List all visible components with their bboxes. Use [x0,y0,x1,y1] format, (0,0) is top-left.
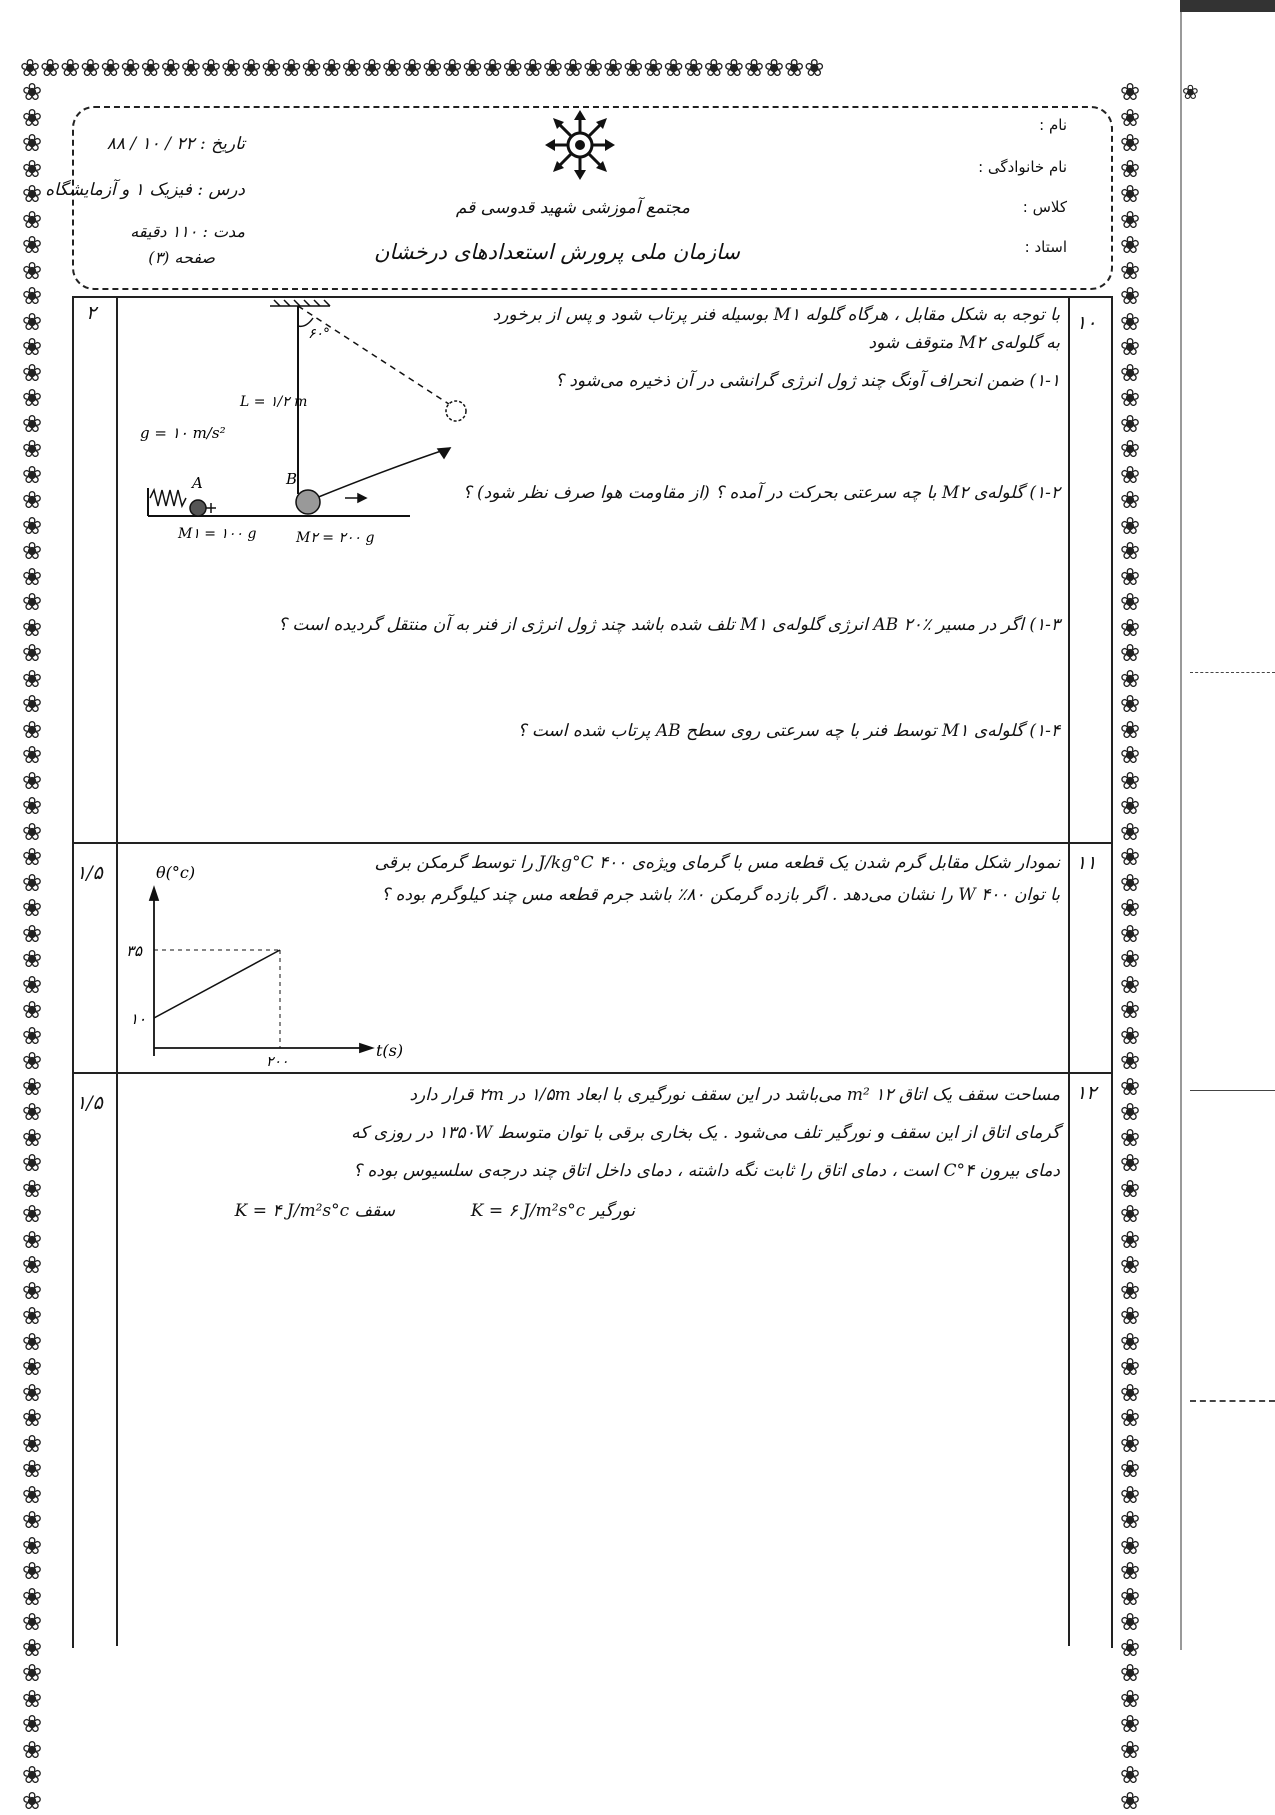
adjacent-page-edge: ❀ [1180,0,1275,1650]
question-text-line: گرمای اتاق از این سقف و نورگیر تلف می‌شود . یک بخاری برقی با توان متوسط ۱۳۵۰W در روزی که [351,1123,1060,1143]
number-column-divider [1068,296,1070,1646]
question-number: ۱۲ [1076,1082,1097,1104]
question-text-line: با توان ۴۰۰ W را نشان می‌دهد . اگر بازده گرمکن ۸۰٪ باشد جرم قطعه مس چند کیلوگرم بوده ؟ [381,885,1060,905]
question-text-line: دمای بیرون ۴°C است ، دمای اتاق را ثابت نگه داشته ، دمای داخل اتاق چند درجه‌ی سلسیوس بوده ؟ [353,1161,1060,1181]
temperature-time-graph [120,856,440,1068]
conductivity-skylight: نورگیر K = ۶ J/m²s°c [470,1201,635,1221]
graph-x-axis-label: t(s) [376,1041,404,1060]
question-text-line: به گلوله‌ی M۲ متوقف شود [868,333,1060,353]
student-class-label: کلاس : [1022,198,1067,216]
question-text-line: با توجه به شکل مقابل ، هرگاه گلوله M۱ بوسیله فنر پرتاب شود و پس از برخورد [492,305,1060,325]
graph-y-tick-top: ۳۵ [126,942,143,960]
school-name: مجتمع آموزشی شهید قدوسی قم [455,198,690,218]
graph-y-axis-label: θ(°c) [156,863,196,882]
question-part: ۱-۳) اگر در مسیر AB ۲۰٪ انرژی گلوله‌ی M۱ تلف شده باشد چند ژول انرژی از فنر به آن منتقل گردیده است ؟ [277,615,1060,635]
question-part: ۱-۴) گلوله‌ی M۱ توسط فنر با چه سرعتی روی سطح AB پرتاب شده است ؟ [517,721,1060,741]
teacher-label: استاد : [1024,238,1067,256]
row-divider-10-11 [72,842,1111,844]
mass-m1-label: M۱ = ۱۰۰ g [178,526,257,542]
exam-duration: مدت : ۱۱۰ دقیقه [130,222,245,241]
length-label: L = ۱/۲ m [240,394,308,410]
question-text-line: مساحت سقف یک اتاق ۱۲ m² می‌باشد در این سقف نورگیری با ابعاد ۱/۵m در ۲m قرار دارد [409,1085,1060,1105]
graph-y-tick-start: ۱۰ [130,1010,147,1028]
question-part: ۱-۱) ضمن انحراف آونگ چند ژول انرژی گرانشی در آن ذخیره می‌شود ؟ [554,371,1060,391]
student-name-label: نام : [1039,116,1067,134]
point-a-label: A [192,474,203,492]
row-divider-11-12 [72,1072,1111,1074]
exam-date: تاریخ : ۲۲ / ۱۰ / ۸۸ [106,134,245,154]
exam-subject: درس : فیزیک ۱ و آزمایشگاه [45,180,245,200]
ornament-border-top: ❀❀❀❀❀❀❀❀❀❀❀❀❀❀❀❀❀❀❀❀❀❀❀❀❀❀❀❀❀❀❀❀❀❀❀❀❀❀❀❀ [20,54,825,82]
ornament-border-right: ❀ ❀ ❀ ❀ ❀ ❀ ❀ ❀ ❀ ❀ ❀ ❀ ❀ ❀ ❀ ❀ ❀ ❀ ❀ ❀ ❀ ❀ ❀ ❀ ❀ ❀ ❀ ❀ ❀ ❀ ❀ ❀ ❀ ❀ ❀ ❀ ❀ ❀ ❀ ❀ ❀ ❀ ❀ ❀ ❀ ❀ ❀ ❀ ❀ ❀ ❀ ❀ ❀ ❀ ❀ ❀ ❀ ❀ ❀ ❀ ❀ ❀ ❀ ❀ ❀ ❀ ❀ ❀ [1120,78,1141,1815]
angle-label: ۶۰° [308,326,331,342]
question-part: ۱-۲) گلوله‌ی M۲ با چه سرعتی بحرکت در آمده ؟ (از مقاومت هوا صرف نظر شود) ؟ [462,483,1060,503]
question-number: ۱۰ [1076,312,1097,334]
question-score: ۲ [86,302,97,324]
pendulum-diagram [130,298,500,558]
graph-x-tick-end: ۲۰۰ [266,1054,289,1070]
score-column-divider [116,296,118,1646]
exam-page: صفحه (۳) [148,248,215,267]
question-score: ۱/۵ [76,1092,103,1114]
question-text-line: نمودار شکل مقابل گرم شدن یک قطعه مس با گرمای ویژه‌ی ۴۰۰ J/kg°C را توسط گرمکن برقی [374,853,1060,873]
school-emblem-icon [545,110,615,180]
ornament-border-left: ❀ ❀ ❀ ❀ ❀ ❀ ❀ ❀ ❀ ❀ ❀ ❀ ❀ ❀ ❀ ❀ ❀ ❀ ❀ ❀ ❀ ❀ ❀ ❀ ❀ ❀ ❀ ❀ ❀ ❀ ❀ ❀ ❀ ❀ ❀ ❀ ❀ ❀ ❀ ❀ ❀ ❀ ❀ ❀ ❀ ❀ ❀ ❀ ❀ ❀ ❀ ❀ ❀ ❀ ❀ ❀ ❀ ❀ ❀ ❀ ❀ ❀ ❀ ❀ ❀ ❀ ❀ ❀ [22,78,43,1815]
gravity-label: g = ۱۰ m/s² [140,424,226,442]
conductivity-roof: سقف K = ۴ J/m²s°c [234,1201,395,1221]
student-family-label: نام خانوادگی : [978,158,1067,176]
point-b-label: B [286,470,298,488]
organization-name: سازمان ملی پرورش استعدادهای درخشان [373,240,740,264]
question-number: ۱۱ [1076,852,1097,874]
question-score: ۱/۵ [76,862,103,884]
mass-m2-label: M۲ = ۲۰۰ g [296,530,375,546]
